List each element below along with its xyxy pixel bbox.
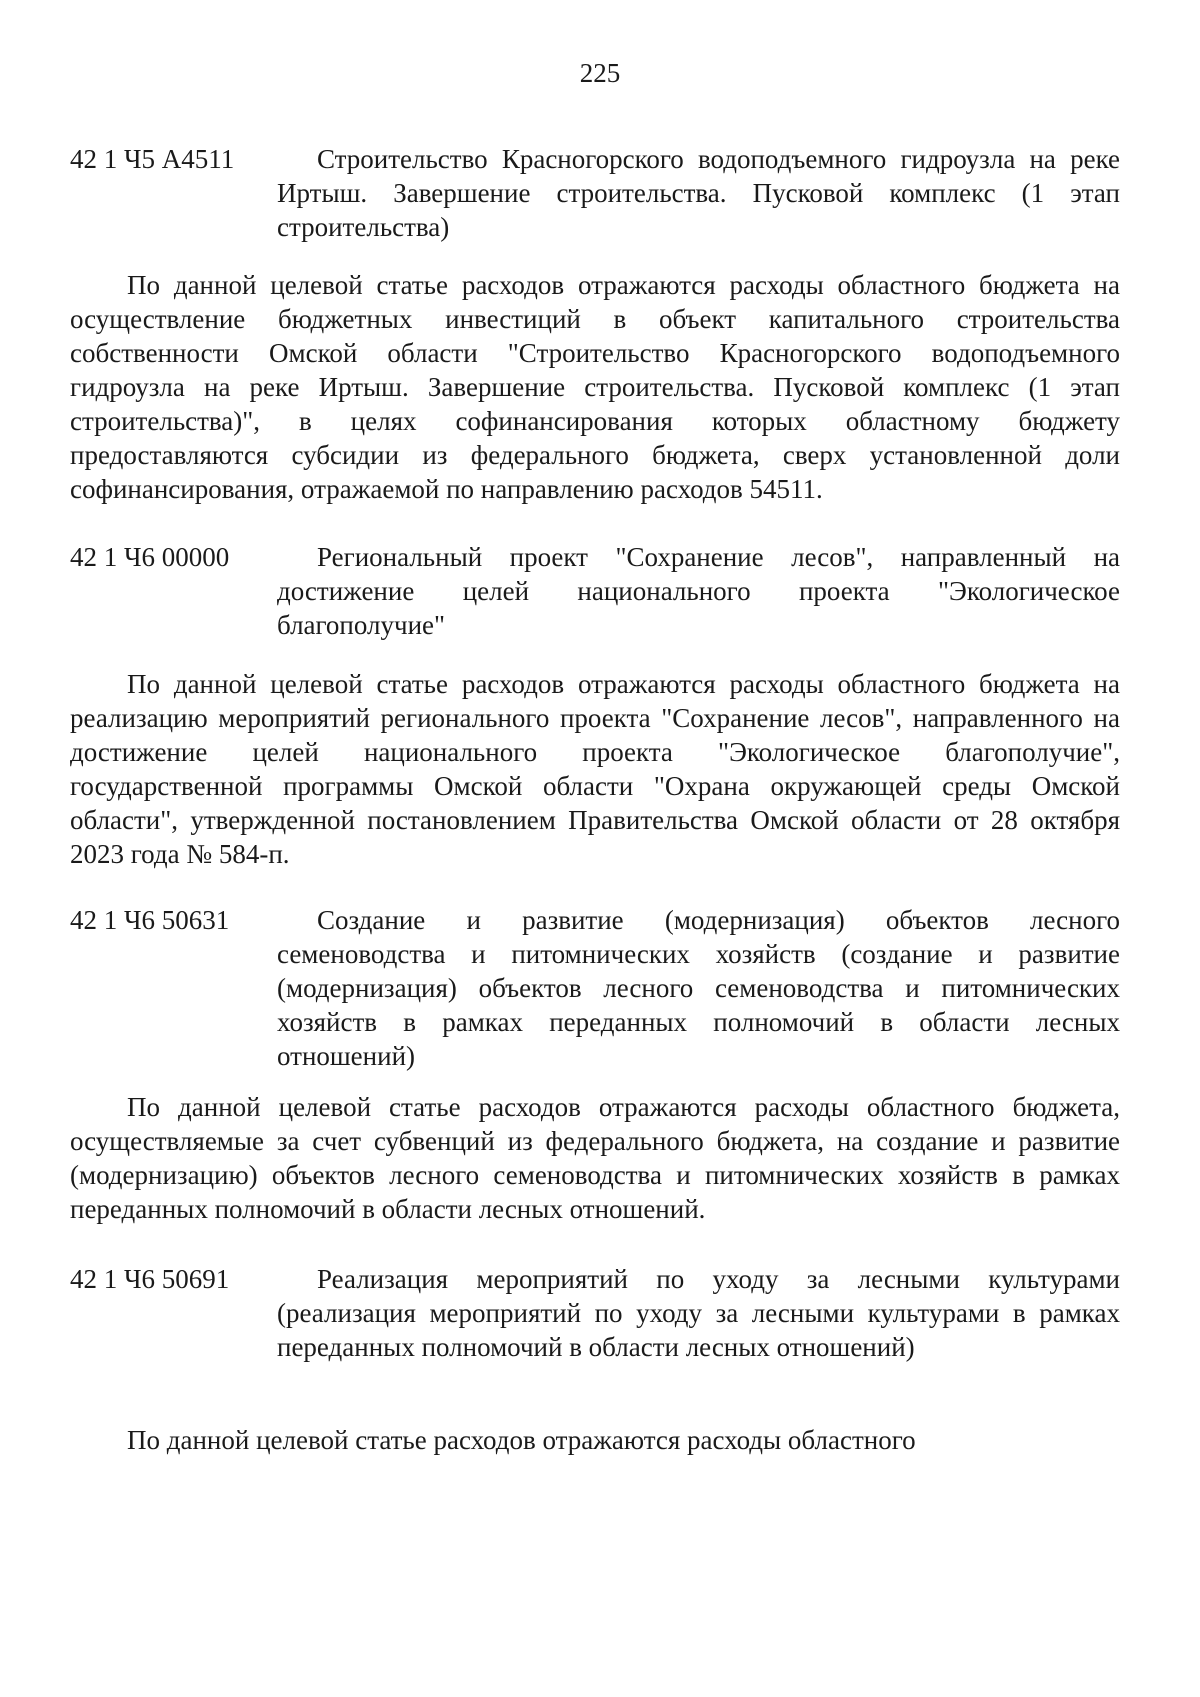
entry-heading — [70, 142, 1120, 244]
entry-code: 42 1 Ч6 50631 — [70, 905, 230, 935]
entry-title: Создание и развитие (модернизация) объектов лесного семеноводства и питомнических хозяйств (создание и развитие (модернизация) объектов лесного семеноводства и питомнических хозяйств в рамках переданных полномочий в области лесных отношений) — [277, 905, 1120, 1071]
entry-description: По данной целевой статье расходов отражаются расходы областного бюджета, осуществляемые за счет субвенций из федерального бюджета, на создание и развитие (модернизацию) объектов лесного семеноводства и питомнических хозяйств в рамках переданных полномочий в области лесных отношений. — [70, 1092, 1120, 1224]
entry-description: По данной целевой статье расходов отражаются расходы областного бюджета на осуществление бюджетных инвестиций в объект капитального строительства собственности Омской области "Строительство Красногорского водоподъемного гидроузла на реке Иртыш. Завершение строительства. Пусковой комплекс (1 этап строительства)", в целях софинансирования которых областному бюджету предоставляются субсидии из федерального бюджета, сверх установленной доли софинансирования, отражаемой по направлению расходов 54511. — [70, 270, 1120, 504]
entry-title: Строительство Красногорского водоподъемного гидроузла на реке Иртыш. Завершение строительства. Пусковой комплекс (1 этап строительства) — [277, 144, 1120, 242]
entry-heading — [70, 1262, 1120, 1364]
page-number: 225 — [579, 58, 621, 88]
entry-code: 42 1 Ч6 00000 — [70, 542, 230, 572]
entry-description: По данной целевой статье расходов отражаются расходы областного бюджета на реализацию мероприятий регионального проекта "Сохранение лесов", направленного на достижение целей национального проекта "Экологическое благополучие", государственной программы Омской области "Охрана окружающей среды Омской области", утвержденной постановлением Правительства Омской области от 28 октября 2023 года № 584-п. — [70, 669, 1120, 869]
entry-code: 42 1 Ч6 50691 — [70, 1264, 230, 1294]
entry-heading — [70, 540, 1120, 642]
entry-title: Региональный проект "Сохранение лесов", направленный на достижение целей национального проекта "Экологическое благополучие" — [277, 542, 1120, 640]
entry-code: 42 1 Ч5 А4511 — [70, 144, 235, 174]
entry-description: По данной целевой статье расходов отражаются расходы областного — [127, 1425, 916, 1455]
entry-heading — [70, 903, 1120, 1073]
entry-title: Реализация мероприятий по уходу за лесными культурами (реализация мероприятий по уходу за лесными культурами в рамках переданных полномочий в области лесных отношений) — [277, 1264, 1120, 1362]
